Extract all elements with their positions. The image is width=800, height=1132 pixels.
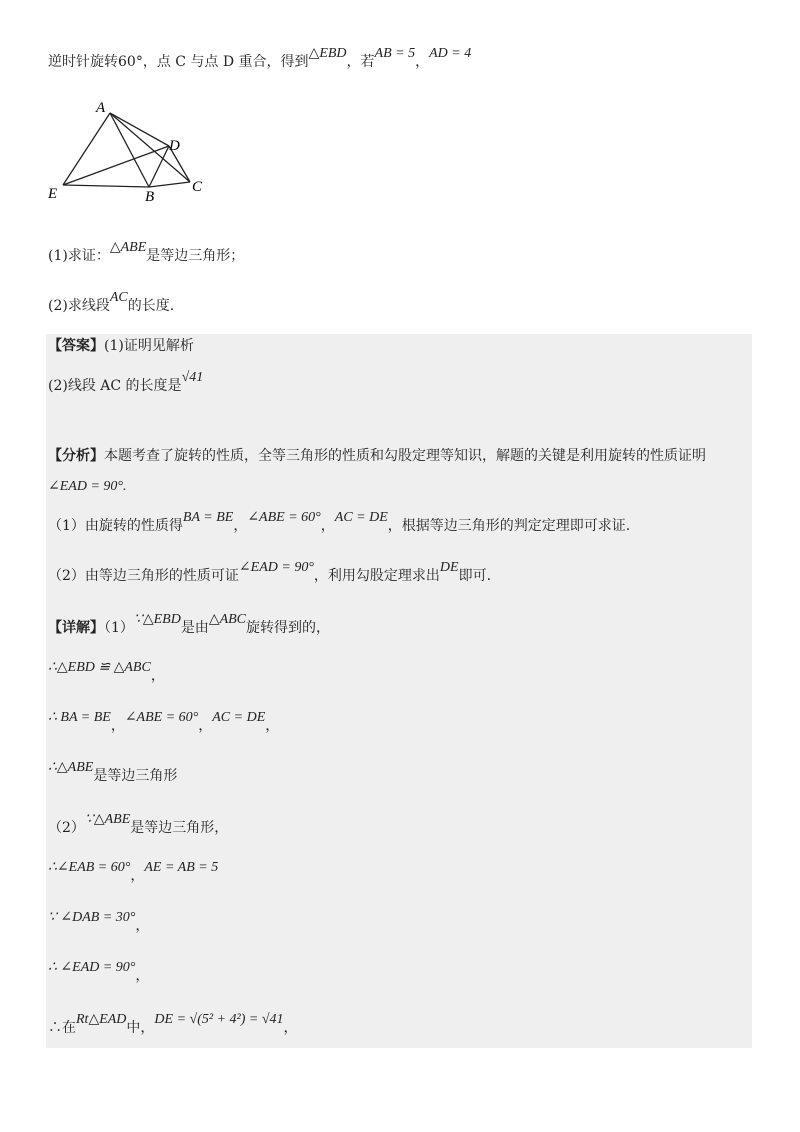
q2-pre: (2)求线段 xyxy=(48,298,110,314)
detail-l1-mid: 是由 xyxy=(180,620,209,636)
detail-l8-m: ∴ ∠EAD = 90° xyxy=(48,960,136,975)
detail-l1-m2: △ABC xyxy=(208,612,247,627)
detail-l8-post: ， xyxy=(135,968,150,984)
detail-line-5 xyxy=(48,812,229,839)
intro-line xyxy=(48,46,472,73)
detail-l9-in: 在 xyxy=(62,1020,76,1036)
analysis-p1-pre: （1）由旋转的性质得 xyxy=(48,518,183,534)
detail-l4-post: 是等边三角形 xyxy=(93,768,178,784)
answer-1: (1)证明见解析 xyxy=(104,338,194,354)
segment-ae xyxy=(63,113,110,185)
q1-pre: (1)求证： xyxy=(48,248,110,264)
question-2 xyxy=(48,290,175,317)
detail-l1-m1: ∵△EBD xyxy=(133,612,181,627)
point-c-label: C xyxy=(192,179,203,195)
answer-tag: 【答案】 xyxy=(48,338,104,354)
analysis-p2-post: 即可. xyxy=(458,568,492,584)
detail-l3-s2: ， xyxy=(198,718,213,734)
detail-l5-m: ∵△ABE xyxy=(84,812,131,827)
analysis-tag: 【分析】 xyxy=(48,448,104,464)
solution-box xyxy=(46,334,752,1048)
q2-post: 的长度. xyxy=(127,298,175,314)
analysis-p1-m1: BA = BE xyxy=(182,510,234,525)
detail-l7-post: ， xyxy=(135,918,150,934)
q1-post: 是等边三角形； xyxy=(146,248,245,264)
detail-l9-pre: ∴ xyxy=(48,1020,62,1036)
detail-l9-mid: 中， xyxy=(126,1020,155,1036)
point-d-label: D xyxy=(169,138,180,154)
detail-l5-pre: （2） xyxy=(48,820,85,836)
segment-bc xyxy=(149,182,190,187)
detail-line-8 xyxy=(48,960,150,987)
detail-line-2 xyxy=(48,660,165,687)
analysis-p2-mid: ，利用勾股定理求出 xyxy=(313,568,440,584)
detail-l3-m3: AC = DE xyxy=(212,710,266,725)
intro-ab: AB = 5 xyxy=(374,46,416,61)
intro-mid: ，若 xyxy=(346,54,375,70)
intro-ad: AD = 4 xyxy=(429,46,472,61)
detail-line-7 xyxy=(48,910,150,937)
q1-math: △ABE xyxy=(109,240,147,255)
analysis-p1-sep: ， xyxy=(233,518,248,534)
detail-line-9 xyxy=(48,1012,298,1039)
intro-text: 逆时针旋转60°，点 C 与点 D 重合，得到 xyxy=(48,54,309,70)
analysis-p2-pre: （2）由等边三角形的性质可证 xyxy=(48,568,239,584)
analysis-p1-m3: AC = DE xyxy=(334,510,388,525)
intro-sep: ， xyxy=(415,54,430,70)
detail-l7-m: ∵ ∠DAB = 30° xyxy=(48,910,136,925)
analysis-p1-post: ，根据等边三角形的判定定理即可求证. xyxy=(387,518,631,534)
analysis-p2-m1: ∠EAD = 90° xyxy=(238,560,314,575)
detail-l3-m2: ∠ABE = 60° xyxy=(124,710,199,725)
detail-line-4 xyxy=(48,760,178,787)
answer-2-text: (2)线段 AC 的长度是 xyxy=(48,378,182,394)
segment-eb xyxy=(63,185,149,187)
detail-l2: ∴△EBD ≌ △ABC xyxy=(48,660,151,675)
intro-triangle-ebd: △EBD xyxy=(308,46,347,61)
detail-line-1 xyxy=(48,612,331,639)
detail-l6-s: ， xyxy=(130,868,145,884)
analysis-p2-m2: DE xyxy=(439,560,459,575)
question-1 xyxy=(48,240,245,267)
answer-2-math: √41 xyxy=(181,370,204,385)
detail-l3-s3: ， xyxy=(265,718,280,734)
q2-math: AC xyxy=(109,290,128,305)
detail-l9-m1: Rt△EAD xyxy=(76,1012,127,1027)
detail-line-6 xyxy=(48,860,219,887)
analysis-line-2 xyxy=(48,476,127,497)
analysis-point-2 xyxy=(48,560,492,587)
geometry-figure xyxy=(44,100,214,210)
answer-line-1 xyxy=(48,336,194,356)
detail-line-3 xyxy=(48,710,280,737)
point-b-label: B xyxy=(145,189,155,205)
analysis-angle: ∠EAD = 90°. xyxy=(48,479,127,494)
detail-l3-s1: ， xyxy=(110,718,125,734)
detail-l9-m2: DE = √(5² + 4²) = √41 xyxy=(154,1012,284,1027)
detail-l6-m1: ∴∠EAB = 60° xyxy=(48,860,131,875)
point-e-label: E xyxy=(48,186,58,202)
detail-tag: 【详解】 xyxy=(48,620,104,636)
analysis-point-1 xyxy=(48,510,631,537)
detail-l4-m: ∴△ABE xyxy=(48,760,94,775)
analysis-p1-m2: ∠ABE = 60° xyxy=(247,510,321,525)
analysis-p1-sep2: ， xyxy=(320,518,335,534)
detail-l1-post: 旋转得到的， xyxy=(246,620,331,636)
analysis-text: 本题考查了旋转的性质，全等三角形的性质和勾股定理等知识，解题的关键是利用旋转的性质证明 xyxy=(104,448,706,464)
detail-l9-post: ， xyxy=(283,1020,298,1036)
detail-l6-m2: AE = AB = 5 xyxy=(144,860,219,875)
detail-l3-m1: ∴ BA = BE xyxy=(48,710,111,725)
detail-l1-pre: （1） xyxy=(104,620,134,636)
detail-l2-post: ， xyxy=(150,668,165,684)
detail-l5-post: 是等边三角形， xyxy=(130,820,229,836)
answer-line-2 xyxy=(48,370,204,397)
analysis-line-1 xyxy=(48,446,706,466)
point-a-label: A xyxy=(96,100,106,116)
